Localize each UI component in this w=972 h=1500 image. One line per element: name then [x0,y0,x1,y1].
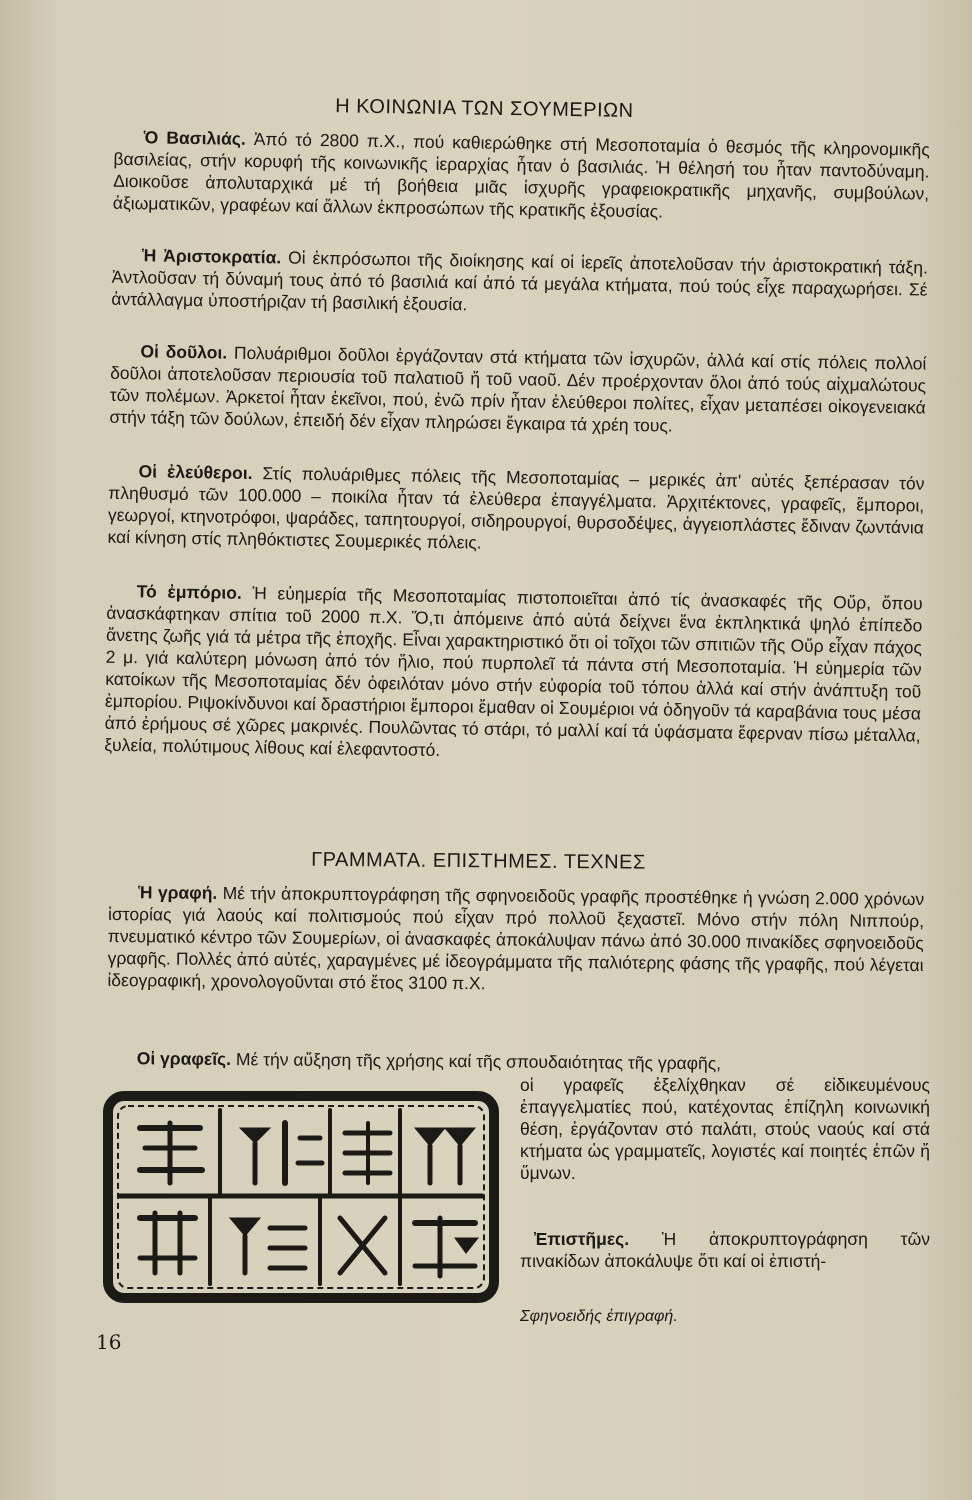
paragraph-writing [107,881,924,998]
illustration-caption: Σφηνοειδής ἐπιγραφή. [520,1308,678,1325]
paragraph-text: Ἡ ἀποκρυπτογράφηση τῶν πινακίδων ἀποκάλυψε ὅτι καί οἱ ἐπιστή- [520,1229,930,1271]
paragraph-text: Ἀπό τό 2800 π.Χ., πού καθιερώθηκε στή Μεσοποταμία ὁ θεσμός τῆς κληρονομικῆς βασιλείας, στήν κορυφή τῆς κοινωνικῆς ἱεραρχίας ἦταν ὁ βασιλιάς. Ἡ θέλησή του ἦταν παντοδύναμη. Διοικοῦσε ἀπολυταρχικά μέ τή βοήθεια μιᾶς ἰσχυρῆς γραφειοκρατικῆς μηχανῆς, συμβούλων, ἀξιωματικῶν, γραφέων καί ἄλλων ἐκπροσώπων τῆς κρατικῆς ἐξουσίας. [112,128,930,222]
paragraph-heading: Οἱ δοῦλοι. [140,341,228,363]
paragraph-sciences [520,1228,930,1272]
paragraph-heading: Ἡ Ἀριστοκρατία. [141,245,282,268]
paragraph-text: Οἱ ἐκπρόσωποι τῆς διοίκησης καί οἱ ἱερεῖς ἀποτελοῦσαν τήν ἀριστοκρατική τάξη. Ἀντλοῦσαν τή δύναμή τους ἀπό τό βασιλιά καί ἀπό τά μεγάλα κτήματα, πού τούς εἶχε παραχωρήσει. Σέ ἀντάλλαγμα ὑποστήριζαν τή βασιλική ἐξουσία. [111,247,929,315]
paragraph-heading: Οἱ γραφεῖς. [136,1048,232,1070]
paragraph-heading: Τό ἐμπόριο. [136,581,242,603]
cuneiform-tablet-illustration [100,1088,502,1306]
section-title-letters: ΓΡΑΜΜΑΤΑ. ΕΠΙΣΤΗΜΕΣ. ΤΕΧΝΕΣ [311,848,646,874]
paragraph-slaves [109,340,926,441]
paragraph-text: Μέ τήν αὔξηση τῆς χρήσης καί τῆς σπουδαιότητας τῆς γραφῆς, [230,1049,722,1074]
paragraph-heading: Οἱ ἐλεύθεροι. [138,461,253,484]
paragraph-heading: Ὁ Βασιλιάς. [143,127,247,149]
paragraph-heading: Ἐπιστῆμες. [534,1229,630,1249]
paragraph-free-citizens [107,460,924,561]
paragraph-text: Στίς πολυάριθμες πόλεις τῆς Μεσοποταμίας – μερικές ἀπ' αὐτές ξεπέρασαν τόν πληθυσμό τῶν 100.000 – ποικίλα ἦταν τά ἐλεύθερα ἐπαγγέλματα. Ἀρχιτέκτονες, γραφεῖς, ἔμποροι, γεωργοί, κτηνοτρόφοι, ψαράδες, ταπητουργοί, σιδηρουργοί, θυρσοδέψες, ἀγγειοπλάστες ἔδιναν ζωντάνια καί κίνηση στίς πληθόκτιστες Σουμερικές πόλεις. [107,463,925,553]
paragraph-trade [104,580,923,769]
paragraph-text: Ἡ εὐημερία τῆς Μεσοποταμίας πιστοποιεῖται ἀπό τίς ἀνασκαφές τῆς Οὔρ, ὅπου ἀνασκάφτηκαν σπίτια τοῦ 2000 π.Χ. Ὅ,τι ἀπόμεινε ἀπό αὐτά δείχνει ἕνα ἐκπληκτικά ψηλό ἐπίπεδο ἄνετης ζωῆς γιά τά μέτρα τῆς ἐποχῆς. Εἶναι χαρακτηριστικό ὅτι οἱ τοῖχοι τῶν σπιτιῶν τῆς Οὔρ εἶχαν πάχος 2 μ. γιά καλύτερη μόνωση ἀπό τόν ἥλιο, πού πυρπολεῖ τά πάντα στή Μεσοποταμία. Ἡ εὐημερία τῶν κατοίκων τῆς Μεσοποταμίας δέν ὀφειλόταν μόνο στήν εὐφορία τοῦ τόπου ἀλλά καί στήν ἀνάπτυξη τοῦ ἐμπορίου. Ριψοκίνδυνοι καί δραστήριοι ἔμποροι ἔμαθαν οἱ Σουμέριοι νά ὁδηγοῦν τά καραβάνια τους μέσα ἀπό ἐρήμους σέ χῶρες μακρινές. Πουλῶντας τό στάρι, τό μαλλί καί τά ὑφάσματα ἔφερναν πίσω μέταλλα, ξυλεία, πολύτιμους λίθους καί ἐλεφαντοστό. [104,582,923,761]
page-number: 16 [96,1330,122,1354]
paragraph-aristocracy [111,244,928,323]
paragraph-text: Μέ τήν ἀποκρυπτογράφηση τῆς σφηνοειδοῦς γραφῆς προστέθηκε ἡ γνώση 2.000 χρόνων ἱστορίας γιά λαούς καί πολιτισμούς πού εἶχαν πρό πολλοῦ ξεχαστεῖ. Μόνο στήν πόλη Νιππούρ, πνευματικό κέντρο τῶν Σουμερίων, οἱ ἀνασκαφές ἀποκάλυψαν πάνω ἀπό 30.000 πινακίδες σφηνοειδοῦς γραφῆς. Πολλές ἀπό αὐτές, χαραγμένες μέ ἰδεογράμματα τῆς παλιότερης φάσης τῆς γραφῆς, πού λέγεται ἰδεογραφική, χρονολογοῦνται στό ἔτος 3100 π.Χ. [107,882,925,994]
section-title-society: Η ΚΟΙΝΩΝΙΑ ΤΩΝ ΣΟΥΜΕΡΙΩΝ [334,95,634,122]
paragraph-text: Πολυάριθμοι δοῦλοι ἐργάζονταν στά κτήματα τῶν ἰσχυρῶν, ἀλλά καί στίς πόλεις πολλοί δοῦλοι ἀποτελοῦσαν περιουσία τοῦ παλατιοῦ ἤ τοῦ ναοῦ. Δέν προέρχονταν ὅλοι ἀπό τούς αἰχμαλώτους τῶν πολέμων. Ἀρκετοί ἦταν ἐκεῖνοι, πού, ἐνῶ πρίν ἦταν ἐλεύθεροι πολίτες, εἶχαν μεταπέσει οἰκογενειακά στήν τάξη τῶν δούλων, ἐπειδή δέν εἶχαν πληρώσει ἔγκαιρα τά χρέη τους. [109,342,927,436]
scribes-continuation: οἱ γραφεῖς ἐξελίχθηκαν σέ εἰδικευμένους ἐπαγγελματίες πού, κατέχοντας ἐπίζηλη κοινωνική θέση, ἐργάζονταν στό παλάτι, στούς ναούς καί στά κτήματα ὡς γραμματεῖς, λογιστές καί ποιητές ἐπῶν ἤ ὕμνων. [520,1075,930,1183]
paragraph-heading: Ἡ γραφή. [138,882,218,903]
paragraph-king [113,126,930,227]
paragraph-scribes [107,1047,923,1076]
